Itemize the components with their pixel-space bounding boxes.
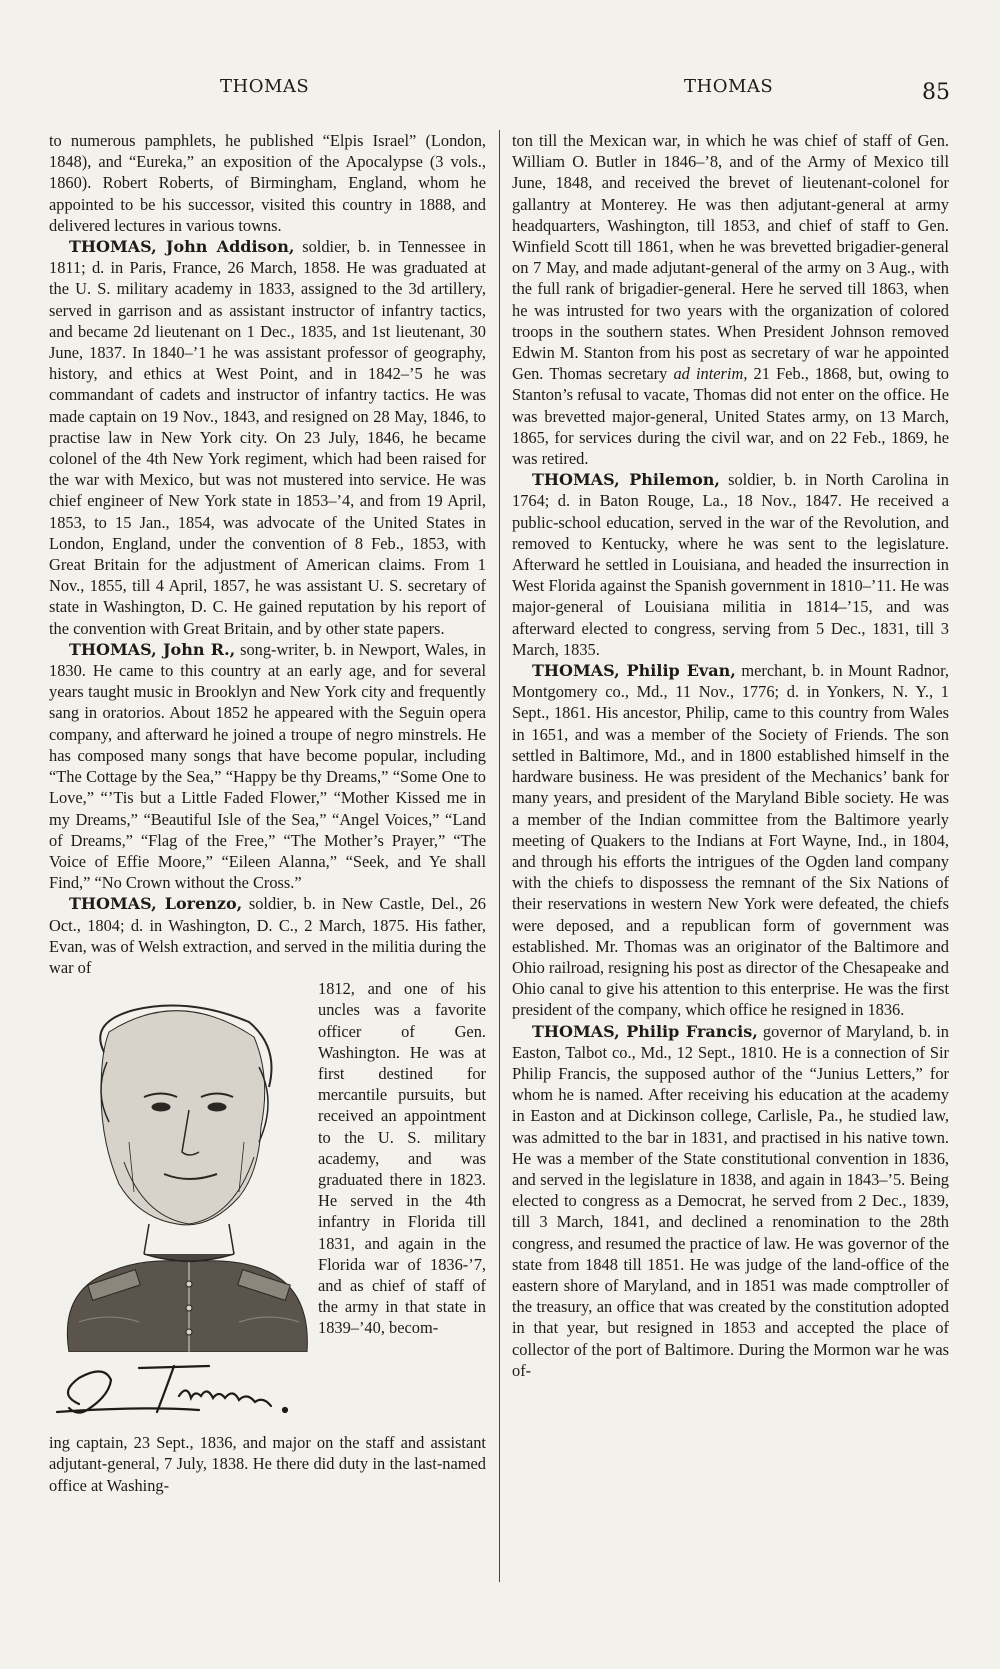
entry-philemon-thomas (512, 469, 949, 660)
running-head-left: THOMAS (220, 76, 310, 97)
entry-headword: THOMAS, Lorenzo, (69, 894, 243, 914)
entry-philip-francis-thomas (512, 1021, 949, 1381)
entry-headword: THOMAS, Philip Francis, (532, 1021, 758, 1041)
page-number: 85 (922, 80, 950, 105)
entry-text: song-writer, b. in Newport, Wales, in 1830. He came to this country at an early age, and for several years taught music in Brooklyn and New York city and frequently sang in oratorios. About 1852 he appeared with the Seguin opera company, and afterward he joined a troupe of negro minstrels. He has composed many songs that have become popular, including “The Cottage by the Sea,” “Happy be thy Dreams,” “Some One to Love,” “’Tis but a Little Faded Flower,” “Mother Kissed me in my Dreams,” “Beautiful Isle of the Sea,” “Angel Voices,” “Land of Dreams,” “Flag of the Free,” “The Mother’s Prayer,” “The Voice of Effie Moore,” “Eileen Alanna,” “Seek, and Ye shall Find,” “No Crown without the Cross.” (49, 639, 486, 893)
portrait-wrap-area (49, 978, 486, 1432)
entry-john-addison-thomas (49, 236, 486, 639)
column-divider (499, 130, 500, 1582)
entry-text: merchant, b. in Mount Radnor, Montgomery co., Md., 11 Nov., 1776; d. in Yonkers, N. Y., 1 Sept., 1861. His ancestor, Philip, came to this country from Wales in 1651, and was a member of the Society of Friends. The son settled in Baltimore, Md., and in 1800 established himself in the hardware business. He was president of the Mechanics’ bank for many years, and president of the Maryland Bible society. He was a member of the Indian committee from the Baltimore yearly meeting of Quakers to the Indians at Fort Wayne, Ind., in 1804, and through his efforts the intrigues of the Ogden land company with the chiefs to dispossess the remnant of the Six Nations of their reservations in western New York were defeated, the chiefs were deposed, and a republican form of government was established. Mr. Thomas was an originator of the Baltimore and Ohio railroad, resigning his post as director of the Chesapeake and Ohio canal to give his attention to this enterprise. He was the first president of the company, which office he resigned in 1836. (512, 661, 949, 1020)
text-run: ton till the Mexican war, in which he was chief of staff of Gen. William O. Butler in 1846–’8, and of the Army of Mexico till June, 1848, and received the brevet of lieutenant-colonel for gallantry at Monterey. He was then adjutant-general at army headquarters, Washington, till 1853, and chief of staff to Gen. Winfield Scott till 1861, when he was brevetted brigadier-general on 7 May, and made adjutant-general of the army on 3 Aug., with the full rank of brigadier-general. Here he served till 1863, when he was intrusted for two years with the organization of colored troops in the southern states. When President Johnson removed Edwin M. Stanton from his post as secretary of war he appointed Gen. Thomas secretary (512, 131, 949, 384)
wrap-text: 1812, and one of his uncles was a favorite officer of Gen. Washington. He was at first destined for mercantile pursuits, but received an appointment to the U. S. military academy, and was graduated there in 1823. He served in the 4th infantry in Florida till 1831, and again in the Florida war of 1836-’7, and as chief of staff of the army in that state in 1839–’40, becom- (318, 979, 486, 1338)
entry-headword: THOMAS, Philip Evan, (532, 661, 736, 681)
entry-lorenzo-thomas (49, 893, 486, 978)
entry-john-r-thomas (49, 639, 486, 893)
entry-headword: THOMAS, John R., (69, 639, 236, 659)
continuation-paragraph: to numerous pamphlets, he published “Elpis Israel” (London, 1848), and “Eureka,” an exposition of the Apocalypse (3 vols., 1860). Robert Roberts, of Birmingham, England, whom he appointed to be his successor, visited this country in 1888, and delivered lectures in various towns. (49, 131, 486, 235)
continuation-paragraph (512, 130, 949, 469)
right-column (512, 130, 949, 1381)
entry-headword: THOMAS, Philemon, (532, 470, 720, 490)
entry-text: soldier, b. in North Carolina in 1764; d. in Baton Rouge, La., 18 Nov., 1847. He received a public-school education, served in the war of the Revolution, and removed to Kentucky, where he was sent to the legislature. Afterward he settled in Louisiana, and headed the insurrection in West Florida against the Spanish government in 1810–’11. He was major-general of Louisiana militia in 1814–’15, and was afterward elected to congress, serving from 5 Dec., 1831, till 3 March, 1835. (512, 470, 949, 659)
portrait-illustration (49, 992, 314, 1352)
left-column (49, 130, 486, 1496)
signature-illustration (49, 1356, 314, 1420)
italic-text: ad interim, (673, 364, 748, 384)
entry-text: soldier, b. in Tennessee in 1811; d. in Paris, France, 26 March, 1858. He was graduated at the U. S. military academy in 1833, assigned to the 3d artillery, served in garrison and as assistant instructor of infantry tactics, and became 2d lieutenant on 1 Dec., 1835, and 1st lieutenant, 30 June, 1837. In 1840–’1 he was assistant professor of geography, history, and ethics at West Point, and in 1842–’5 he was commandant of cadets and instructor of infantry tactics. He was made captain on 19 Nov., 1843, and resigned on 28 May, 1846, to practise law in New York city. On 23 July, 1846, he became colonel of the 4th New York regiment, which had been raised for the war with Mexico, but was not mustered into service. He was chief engineer of New York state in 1853–’4, and from 19 April, 1853, to 15 Jan., 1854, was advocate of the United States in London, England, under the convention of 8 Feb., 1853, with Great Britain for the adjustment of American claims. From 1 Nov., 1855, till 4 April, 1857, he was assistant U. S. secretary of state in Washington, D. C. He gained reputation by his report of the convention with Great Britain, and by other state papers. (49, 237, 486, 638)
entry-text: governor of Maryland, b. in Easton, Talbot co., Md., 12 Sept., 1810. He is a connection of Sir Philip Francis, the supposed author of the “Junius Letters,” for whom he is named. After receiving his education at the academy in Easton and at Dickinson college, Carlisle, Pa., he studied law, was admitted to the bar in 1831, and practised in his native town. He was a member of the State constitutional convention in 1836, and served in the legislature in 1838, and again in 1843–’5. Being elected to congress as a Democrat, he served from 2 Dec., 1839, till 3 March, 1841, and declined a renomination to the 28th congress, and resumed the practice of law. He was governor of the state from 1848 till 1851. He was judge of the land-office of the eastern shore of Maryland, and in 1851 was made comptroller of the treasury, an office that was created by the constitution adopted in that year, but resigned in 1853 and accepted the place of collector of the port of Baltimore. During the Mormon war he was of- (512, 1021, 950, 1380)
entry-philip-evan-thomas (512, 660, 949, 1020)
running-head-right: THOMAS (684, 76, 774, 97)
continuation-after-portrait: ing captain, 23 Sept., 1836, and major on the staff and assistant adjutant-general, 7 July, 1838. He there did duty in the last-named office at Washing- (49, 1433, 486, 1495)
text-run: 21 Feb., 1868, but, owing to Stanton’s refusal to vacate, Thomas did not enter on the office. He was brevetted major-general, United States army, on 13 March, 1865, for services during the civil war, and on 22 Feb., 1869, he was retired. (512, 364, 950, 469)
entry-headword: THOMAS, John Addison, (69, 237, 295, 257)
entry-text: soldier, b. in New Castle, Del., 26 Oct., 1804; d. in Washington, D. C., 2 March, 1875. His father, Evan, was of Welsh extraction, and served in the militia during the war of (49, 894, 486, 977)
